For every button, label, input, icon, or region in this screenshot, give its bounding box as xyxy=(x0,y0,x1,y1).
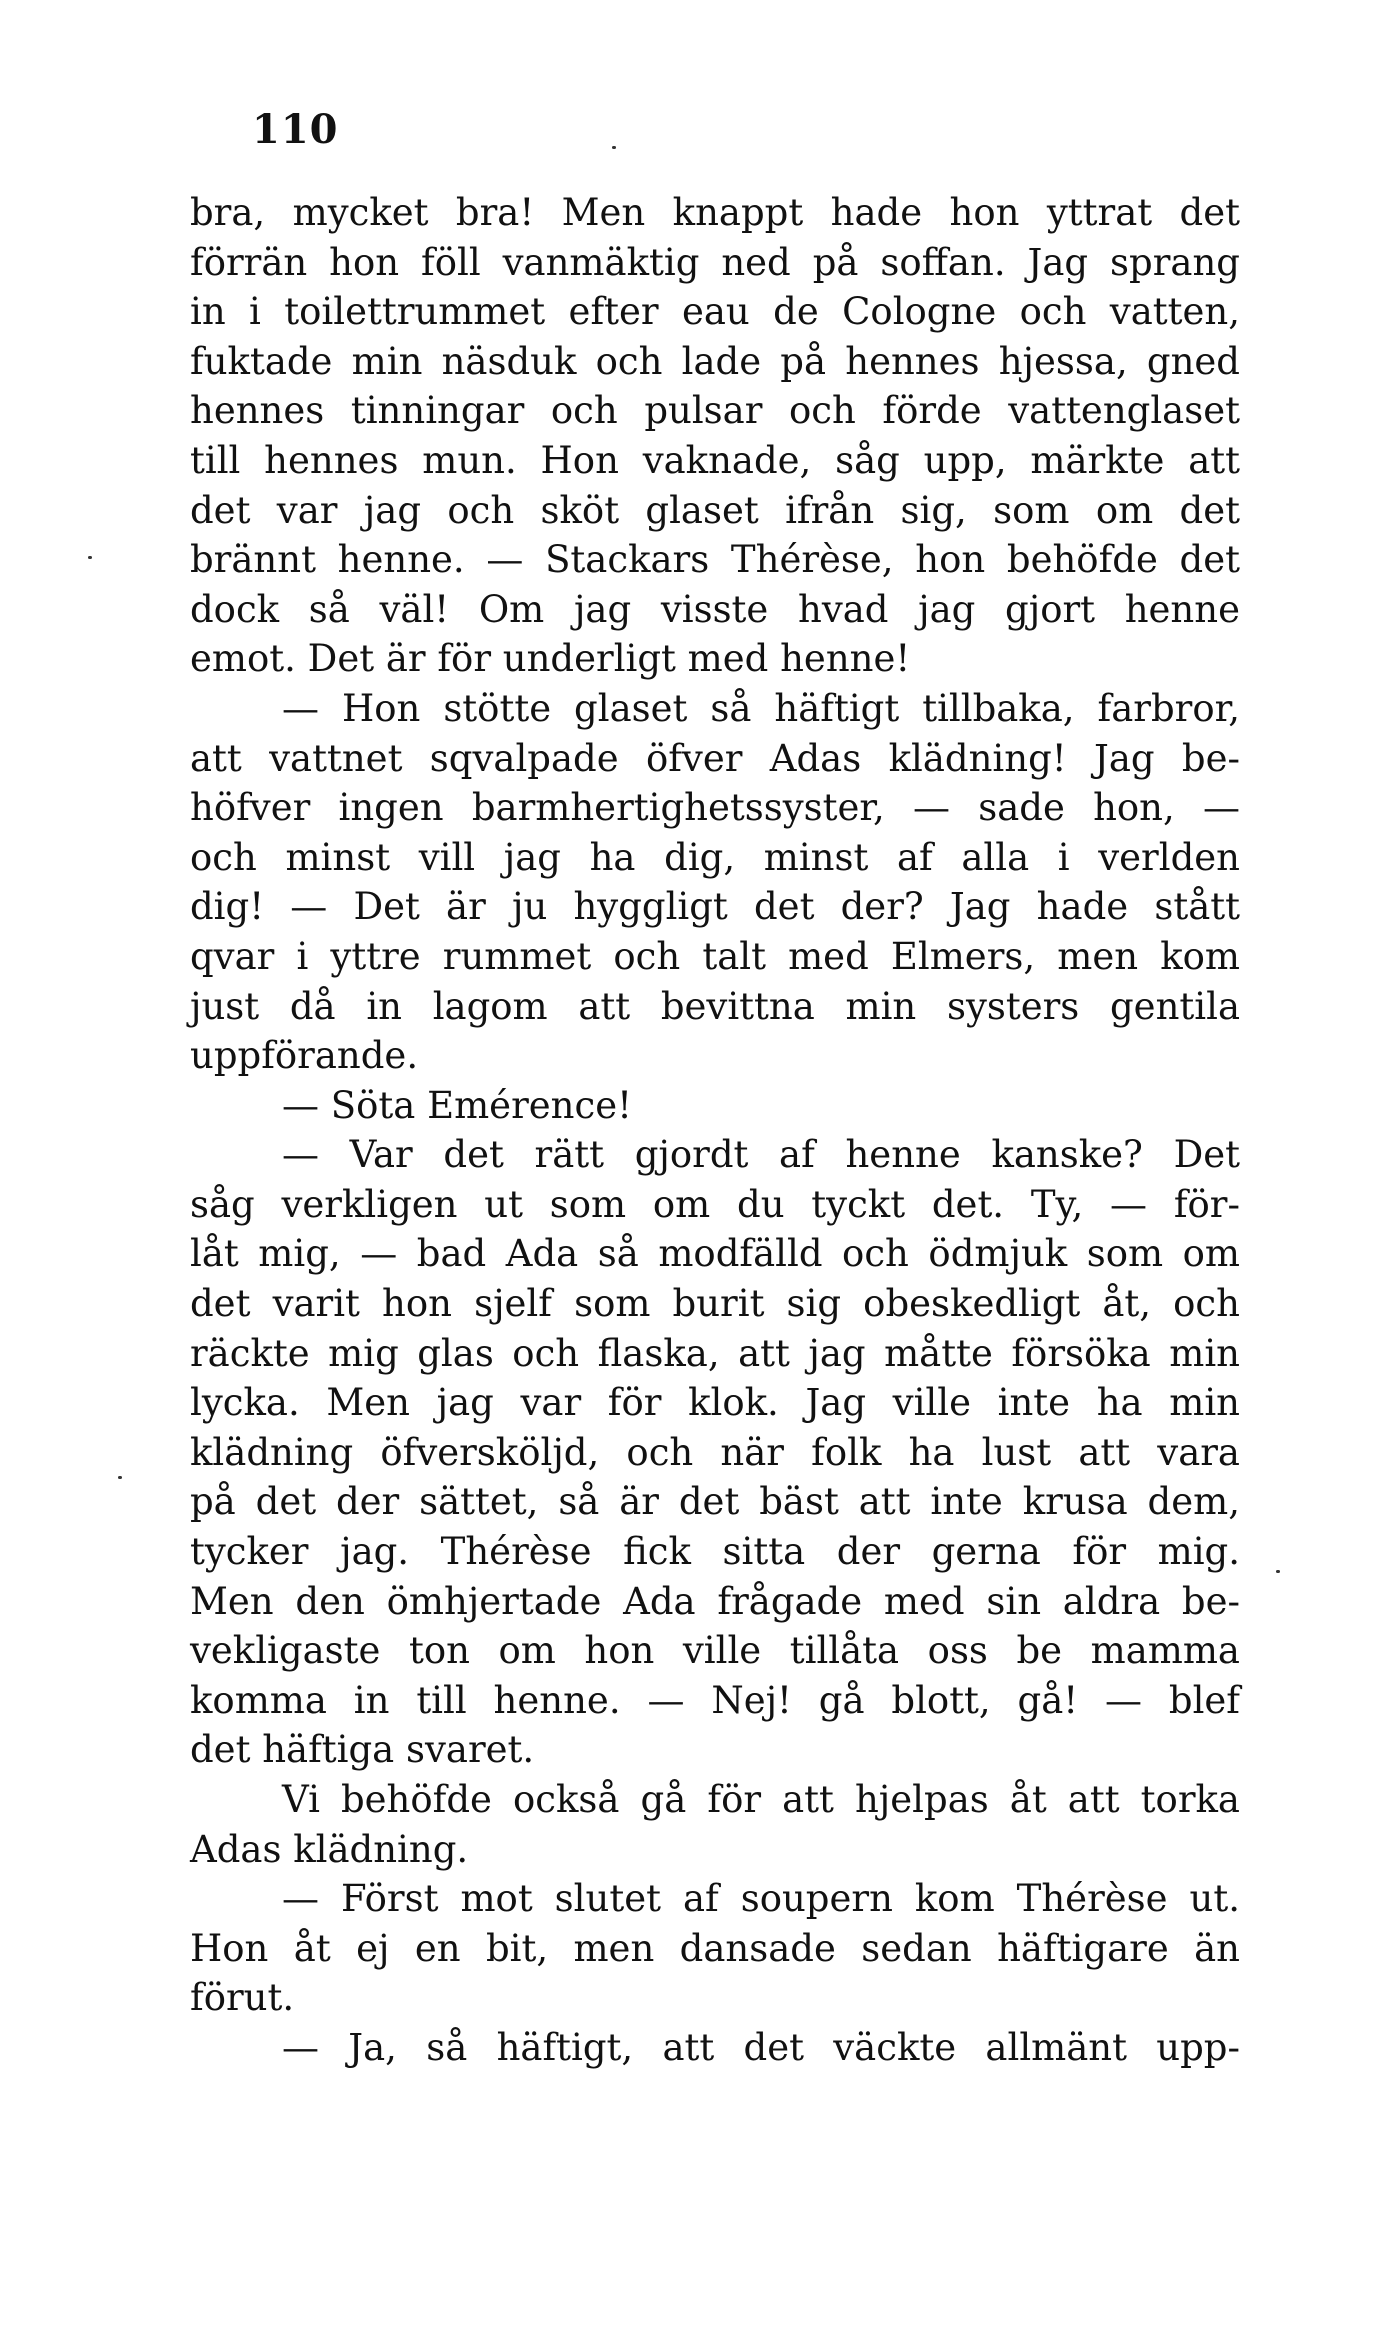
body-text xyxy=(190,188,1240,2073)
text-line: det var jag och sköt glaset ifrån sig, som om det xyxy=(190,488,1240,532)
text-line: in i toilettrummet efter eau de Cologne och vatten, xyxy=(190,290,1240,334)
text-line: och minst vill jag ha dig, minst af alla i verlden xyxy=(190,835,1240,879)
scan-speck xyxy=(118,1476,122,1479)
page-number: 110 xyxy=(252,106,339,153)
text-line: på det der sättet, så är det bäst att inte krusa dem, xyxy=(190,1480,1240,1524)
text-line: förrän hon föll vanmäktig ned på soffan. Jag sprang xyxy=(190,240,1240,284)
text-line: dock så väl! Om jag visste hvad jag gjort henne xyxy=(190,587,1240,631)
scan-speck xyxy=(1276,1570,1280,1573)
text-line: emot. Det är för underligt med henne! xyxy=(190,637,911,681)
text-line: komma in till henne. — Nej! gå blott, gå! — blef xyxy=(190,1678,1240,1722)
text-line: tycker jag. Thérèse fick sitta der gerna för mig. xyxy=(190,1530,1240,1574)
text-line: — Var det rätt gjordt af henne kanske? Det xyxy=(282,1133,1240,1177)
text-line: Hon åt ej en bit, men dansade sedan häftigare än xyxy=(190,1926,1240,1970)
text-line: vekligaste ton om hon ville tillåta oss be mamma xyxy=(190,1629,1240,1673)
text-line: det varit hon sjelf som burit sig obeskedligt åt, och xyxy=(190,1282,1240,1326)
text-line: — Ja, så häftigt, att det väckte allmänt upp- xyxy=(282,2025,1240,2069)
text-line: — Hon stötte glaset så häftigt tillbaka, farbror, xyxy=(282,686,1240,730)
text-line: fuktade min näsduk och lade på hennes hjessa, gned xyxy=(190,339,1240,383)
text-line: Men den ömhjertade Ada frågade med sin aldra be- xyxy=(190,1579,1240,1623)
text-line: bra, mycket bra! Men knappt hade hon yttrat det xyxy=(190,191,1240,234)
text-line: just då in lagom att bevittna min systers gentila xyxy=(190,984,1240,1028)
text-line: att vattnet sqvalpade öfver Adas klädning! Jag be- xyxy=(190,736,1240,780)
text-line: det häftiga svaret. xyxy=(190,1728,535,1772)
text-line: qvar i yttre rummet och talt med Elmers, men kom xyxy=(190,934,1240,978)
text-line: — Söta Emérence! xyxy=(282,1083,632,1127)
text-line: brännt henne. — Stackars Thérèse, hon behöfde det xyxy=(190,538,1240,582)
text-line: hennes tinningar och pulsar och förde vattenglaset xyxy=(190,389,1240,433)
text-line: låt mig, — bad Ada så modfälld och ödmjuk som om xyxy=(190,1232,1240,1276)
text-line: höfver ingen barmhertighetssyster, — sade hon, — xyxy=(190,786,1240,830)
text-line: förut. xyxy=(190,1976,295,2020)
text-line: Vi behöfde också gå för att hjelpas åt att torka xyxy=(282,1778,1240,1821)
scan-speck xyxy=(88,556,92,559)
text-line: dig! — Det är ju hyggligt det der? Jag hade stått xyxy=(190,885,1240,929)
text-line: klädning öfversköljd, och när folk ha lust att vara xyxy=(190,1430,1240,1474)
scan-speck xyxy=(612,146,616,149)
text-line: till hennes mun. Hon vaknade, såg upp, märkte att xyxy=(190,438,1240,482)
text-line: uppförande. xyxy=(190,1034,419,1078)
text-line: såg verkligen ut som om du tyckt det. Ty, — för- xyxy=(190,1182,1240,1226)
text-line: räckte mig glas och flaska, att jag måtte försöka min xyxy=(190,1331,1240,1375)
text-line: — Först mot slutet af soupern kom Thérèse ut. xyxy=(282,1877,1240,1921)
text-line: Adas klädning. xyxy=(190,1827,469,1871)
text-line: lycka. Men jag var för klok. Jag ville inte ha min xyxy=(190,1381,1240,1425)
